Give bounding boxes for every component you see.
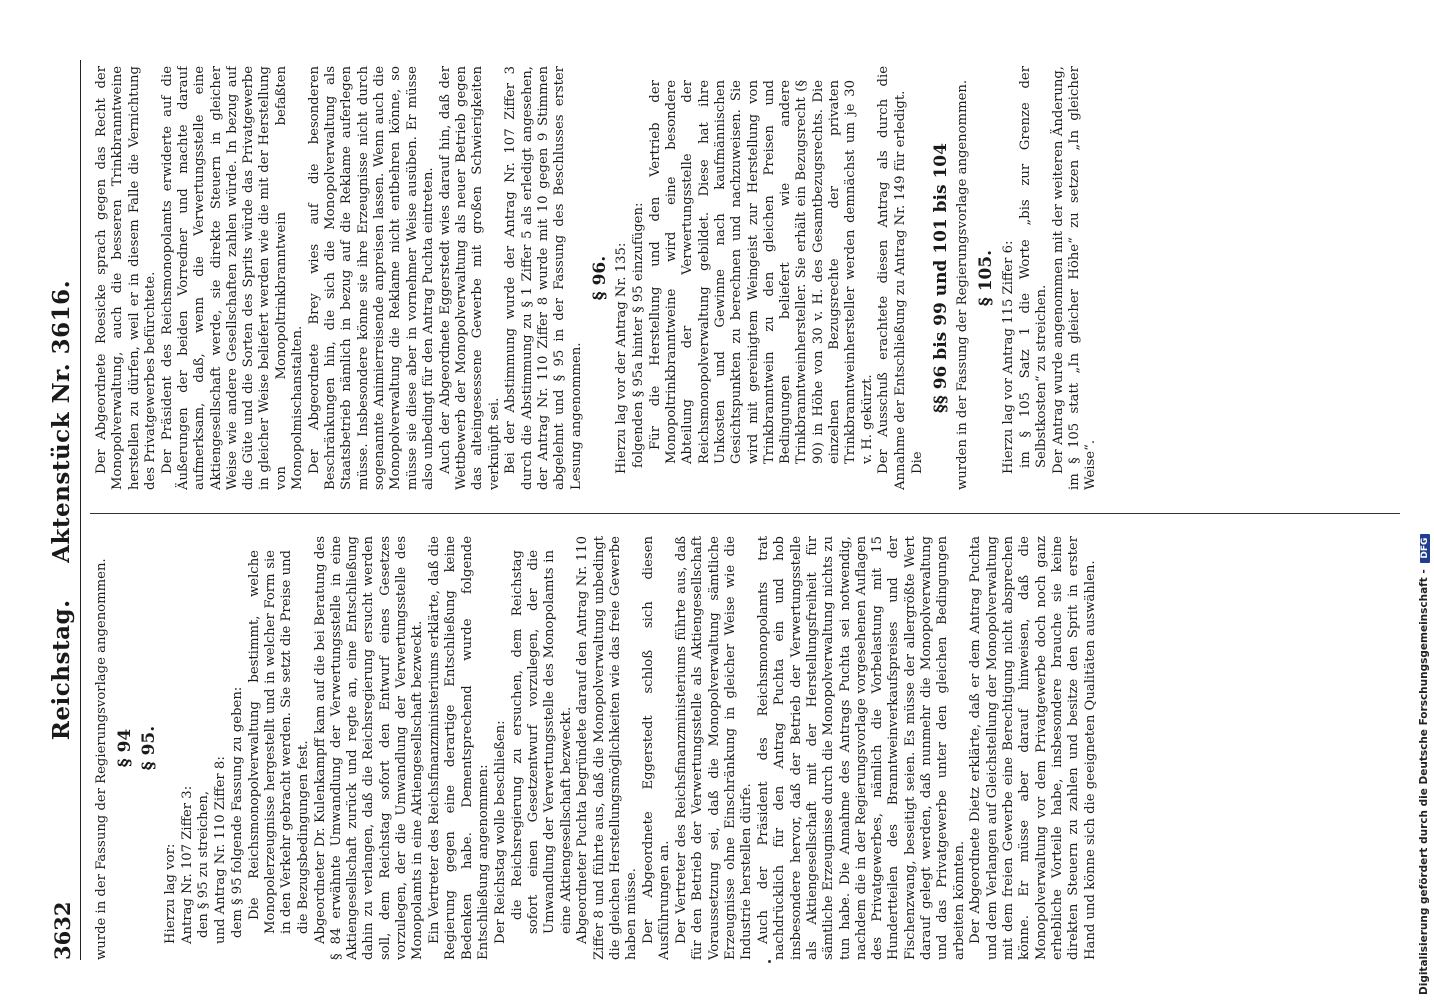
paragraph: den § 95 zu streichen,: [196, 790, 212, 938]
paragraph: Antrag Nr. 107 Ziffer 3:: [179, 785, 195, 944]
paragraph: Abgeordneter Dr. Kulenkampff kam auf die bei Beratung des § 84 erwähnte Umwandlung der Verwertungsstelle in eine Aktiengesellschaft zurück und regte an, eine Entschließung dahin zu verlangen, daß die Reichsregierung ersucht werden soll, dem Reichstag sofort den Entwurf eines Gesetzes vorzulegen, der die Umwandlung der Verwertungsstelle des Monopolamts in eine Aktiengesellschaft bezweckt.: [312, 536, 426, 960]
paragraph: Hierzu lag vor:: [162, 843, 178, 944]
paragraph: wurde in der Fassung der Regierungsvorlage angenommen.: [94, 558, 109, 960]
paragraph: Der Präsident des Reichsmonopolamts erwiderte auf die Äußerungen der beiden Vorredner und machte darauf aufmerksam, daß, wenn die Verwertungsstelle eine Aktiengesellschaft werde, sie direkte Steuern in gleicher Weise wie andere Gesellschaften zahlen würde. In bezug auf die Güte und die Sorten des Sprits würde das Privatgewerbe in gleicher Weise beliefert werden wie die mit der Herstellung von Monopoltrinkbranntwein befaßten Monopolmischanstalten.: [159, 66, 306, 490]
paragraph: Die: [909, 451, 925, 474]
paragraph: Bei der Abstimmung wurde der Antrag Nr. 107 Ziffer 3 durch die Abstimmung zu § 1 Ziffer 5 als erledigt angesehen, der Antrag Nr. 110 Ziffer 8 wurde mit 10 gegen 9 Stimmen abgelehnt und § 95 in der Fassung des Beschlusses erster Lesung angenommen.: [503, 66, 584, 490]
paragraph: Der Ausschuß erachtete diesen Antrag als durch die Annahme der Entschließung zu Antrag Nr. 149 für erledigt.: [876, 66, 908, 490]
paragraph: wurden in der Fassung der Regierungsvorlage angenommen.: [955, 79, 971, 490]
paragraph: Der Abgeordnete Eggerstedt schloß sich diesen Ausführungen an.: [641, 536, 673, 960]
dfg-logo-icon: DFG: [1420, 534, 1430, 563]
page-number: 3632: [50, 901, 75, 960]
paragraph: Abgeordneter Puchta begründete darauf den Antrag Nr. 110 Ziffer 8 und führte aus, daß die Monopolverwaltung unbedingt die gleichen Herstellungsmöglichkeiten wie das freie Gewerbe haben müsse.: [575, 536, 640, 960]
section-heading-95: § 95.: [138, 725, 159, 771]
paragraph: Der Reichstag wolle beschließen:: [492, 720, 508, 944]
digitization-credit: [1418, 35, 1434, 995]
running-title-left: Reichstag.: [48, 599, 75, 741]
paragraph: im § 105 Satz 1 die Worte „bis zur Grenze der Selbstkosten“ zu streichen.: [1017, 66, 1049, 468]
section-heading-94: § 94: [115, 728, 136, 768]
rotated-document-page: [50, 60, 1410, 960]
quoted-text: die Reichsregierung zu ersuchen, dem Reichstag sofort einen Gesetzentwurf vorzulegen, der die Umwandlung der Verwertungsstelle des Monopolamts in eine Aktiengesellschaft bezweckt.: [509, 550, 574, 934]
paragraph: Der Abgeordnete Brey wies auf die besonderen Beschränkungen hin, die sich die Monopolverwaltung als Staatsbetrieb nämlich in bezug auf die Reklame auferlegen müsse. Insbesondere könne sie ihre Erzeugnisse nicht durch sogenannte Animierreisende anpreisen lassen. Wenn auch die Monopolverwaltung die Reklame nicht entbehren könne, so müsse sie diese aber in vornehmer Weise ausüben. Er müsse also unbedingt für den Antrag Puchta eintreten.: [306, 66, 436, 490]
paragraph: und Antrag Nr. 110 Ziffer 8:: [213, 756, 229, 944]
paragraph: Der Antrag wurde angenommen mit der weiteren Änderung, im § 105 statt „In gleicher Höhe“ zu setzen „In gleicher Weise“.: [1050, 66, 1099, 490]
paragraph: Der Vertreter des Reichsfinanzministeriums führte aus, daß für den Betrieb der Verwertungsstelle als Aktiengesellschaft Voraussetzung sei, daß die Monopolverwaltung sämtliche Erzeugnisse ohne Einschränkung in gleicher Weise wie die Industrie herstellen dürfe.: [674, 536, 755, 960]
quoted-text: Die Reichsmonopolverwaltung bestimmt, welche Monopolerzeugnisse hergestellt und in welcher Form sie in den Verkehr gebracht werden. Sie setzt die Preise und die Bezugsbedingungen fest.: [246, 550, 311, 934]
left-column: [94, 536, 1404, 960]
paragraph: Hierzu lag vor Antrag 115 Ziffer 6:: [1000, 240, 1016, 474]
paragraph: Auch der Abgeordnete Eggerstedt wies darauf hin, daß der Wettbewerb der Monopolverwaltung als neuer Betrieb gegen das alteingesessene Gewerbe mit großen Schwierigkeiten verknüpft sei.: [437, 66, 502, 490]
section-heading-96-104: §§ 96 bis 99 und 101 bis 104: [930, 143, 951, 413]
scan-speck: [768, 960, 771, 963]
paragraph: Hierzu lag vor der Antrag Nr. 135:: [614, 242, 630, 474]
paragraph: Auch der Präsident des Reichsmonopolamts trat nachdrücklich für den Antrag Puchta ein und hob insbesondere hervor, daß der Betrieb der Verwertungsstelle als Aktiengesellschaft mit der Herstellungsfreiheit für sämtliche Erzeugnisse durch die Monopolverwaltung nichts zu tun habe. Die Annahme des Antrags Puchta sei notwendig, nachdem die in der Regierungsvorlage vorgesehenen Auflagen des Privatgewerbes, nämlich die Vorbelastung mit 15 Hundertteilen des Branntweinverkaufspreises und der Fischenzwang, beseitigt seien. Es müsse der allergrößte Wert darauf gelegt werden, daß nunmehr die Monopolverwaltung und das Privatgewerbe unter den gleichen Bedingungen arbeiten könnten.: [756, 536, 967, 960]
right-column: [94, 66, 1404, 490]
paragraph: Der Abgeordnete Dietz erklärte, daß er dem Antrag Puchta und dem Verlangen auf Gleichstellung der Monopolverwaltung mit dem freien Gewerbe eine Berechtigung nicht absprechen könne. Er müsse aber darauf hinweisen, daß die Monopolverwaltung vor dem Privatgewerbe doch noch ganz erhebliche Vorteile habe, insbesondere brauche sie keine direkten Steuern zu zahlen und besitze den Sprit in erster Hand und könne sich die geeigneten Qualitäten auswählen.: [968, 536, 1098, 960]
paragraph: dem § 95 folgende Fassung zu geben:: [230, 686, 246, 938]
quoted-text: Für die Herstellung und den Vertrieb der Monopoltrinkbranntweine wird eine besondere Abteilung der Verwertungsstelle der Reichsmonopolverwaltung gebildet. Diese hat ihre Unkosten und Gewinne nach kaufmännischen Gesichtspunkten zu berechnen und nachzuweisen. Sie wird mit gereinigtem Weingeist zur Herstellung von Trinkbranntwein zu den gleichen Preisen und Bedingungen beliefert wie andere Trinkbranntweinhersteller. Sie erhält ein Bezugsrecht (§ 90) in Höhe von 30 v. H. des Gesamtbezugsrechts. Die einzelnen Bezugsrechte der privaten Trinkbranntweinhersteller werden demnächst um je 30 v. H. gekürzt.: [647, 80, 875, 464]
paragraph: Ein Vertreter des Reichsfinanzministeriums erklärte, daß die Regierung gegen eine derartige Entschließung keine Bedenken habe. Dementsprechend wurde folgende Entschließung angenommen:: [427, 536, 492, 960]
running-title-right: Aktenstück Nr. 3616.: [48, 279, 75, 563]
credit-text: Digitalisierung gefördert durch die Deutsche Forschungsgemeinschaft -: [1418, 569, 1430, 995]
running-title: [48, 60, 75, 960]
column-divider: [90, 513, 1400, 514]
paragraph: folgenden § 95a hinter § 95 einzufügen:: [631, 202, 646, 468]
paragraph: Der Abgeordnete Roesicke sprach gegen das Recht der Monopolverwaltung, auch die besseren Trinkbranntweine herstellen zu dürfen, weil er in diesem Falle die Vernichtung des Privatgewerbes befürchtete.: [94, 66, 158, 490]
section-heading-105: § 105.: [976, 249, 997, 307]
section-heading-96: § 96.: [589, 255, 610, 301]
page-header: [50, 60, 81, 960]
